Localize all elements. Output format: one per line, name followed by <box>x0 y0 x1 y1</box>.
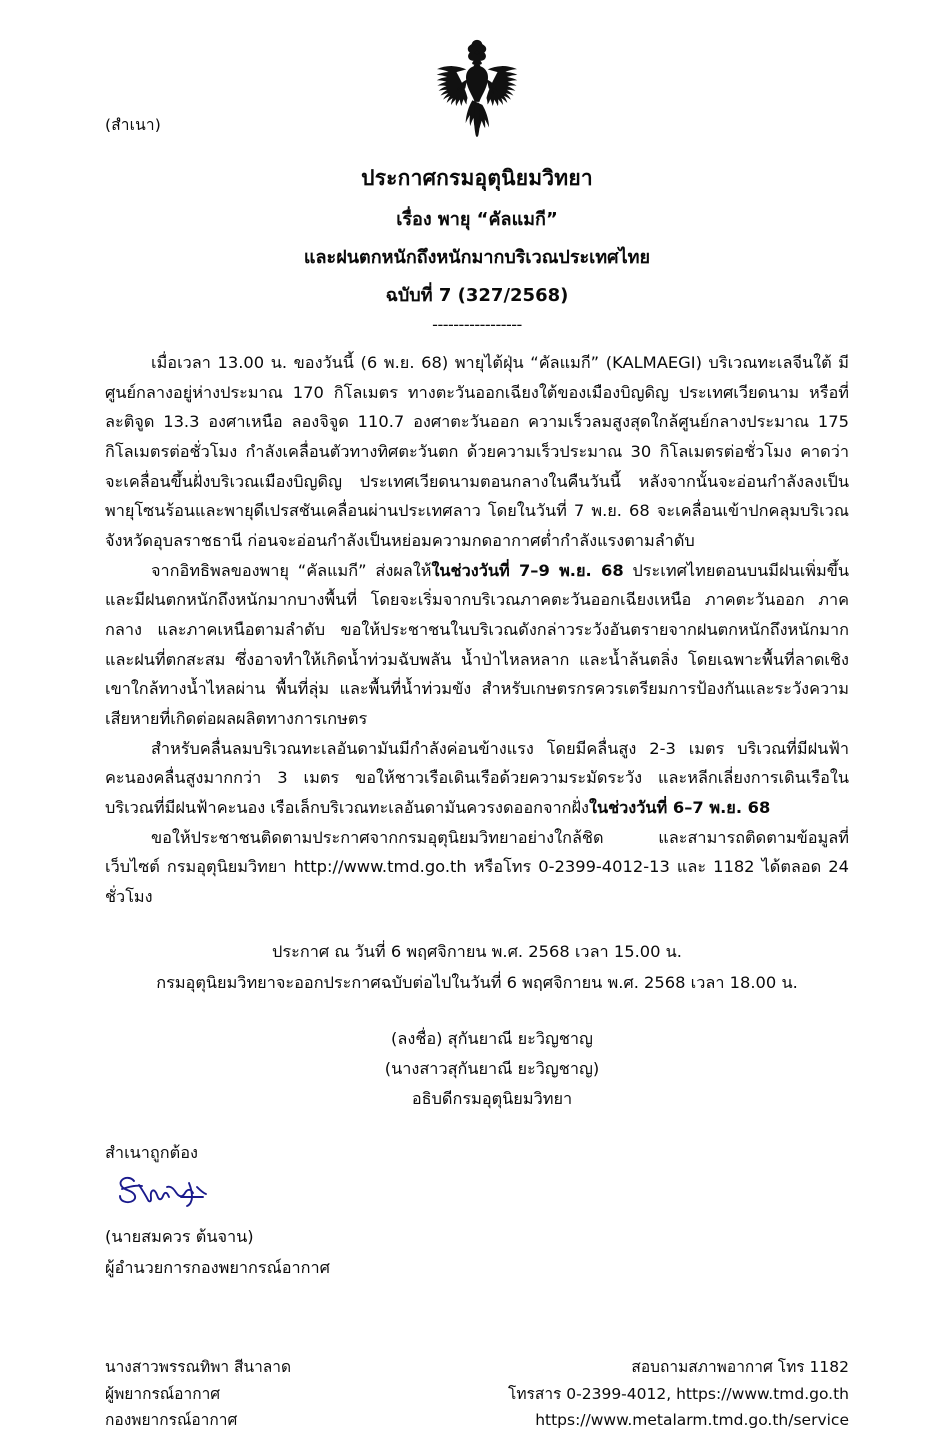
issue-date-line: ประกาศ ณ วันที่ 6 พฤศจิกายน พ.ศ. 2568 เวลา 15.00 น. <box>272 942 682 962</box>
emblem-container <box>105 38 849 144</box>
document-footer <box>105 1354 849 1434</box>
document-heading <box>105 162 849 334</box>
heading-divider: ----------------- <box>432 315 522 334</box>
footer-right-line-2: โทรสาร 0-2399-4012, https://www.tmd.go.th <box>508 1384 849 1403</box>
footer-left <box>105 1354 291 1434</box>
garuda-emblem <box>421 38 533 144</box>
paragraph-2: จากอิทธิพลของพายุ “คัลแมกี” ส่งผลให้ในช่วงวันที่ 7–9 พ.ย. 68 ประเทศไทยตอนบนมีฝนเพิ่มขึ้น และมีฝนตกหนักถึงหนักมากบางพื้นที่ โดยจะเริ่มจากบริเวณภาคตะวันออกเฉียงเหนือ ภาคตะวันออก ภาคกลาง และภาคเหนือตามลำดับ ขอให้ประชาชนในบริเวณดังกล่าวระวังอันตรายจากฝนตกหนักถึงหนักมาก และฝนที่ตกสะสม ซึ่งอาจทำให้เกิดน้ำท่วมฉับพลัน น้ำป่าไหลหลาก และน้ำล้นตลิ่ง โดยเฉพาะพื้นที่ลาดเชิงเขาใกล้ทางน้ำไหลผ่าน พื้นที่ลุ่ม และพื้นที่น้ำท่วมขัง สำหรับเกษตรกรควรเตรียมการป้องกันและระวังความเสียหายที่เกิดต่อผลผลิตทางการเกษตร <box>105 560 850 728</box>
footer-left-line-3: กองพยากรณ์อากาศ <box>105 1411 238 1430</box>
handwritten-signature <box>109 1171 229 1211</box>
next-issue-line: กรมอุตุนิยมวิทยาจะออกประกาศฉบับต่อไปในวันที่ 6 พฤศจิกายน พ.ศ. 2568 เวลา 18.00 น. <box>156 972 798 992</box>
paragraph-3: สำหรับคลื่นลมบริเวณทะเลอันดามันมีกำลังค่อนข้างแรง โดยมีคลื่นสูง 2-3 เมตร บริเวณที่มีฝนฟ้าคะนองคลื่นสูงมากกว่า 3 เมตร ขอให้ชาวเรือเดินเรือด้วยความระมัดระวัง และหลีกเลี่ยงการเดินเรือในบริเวณที่มีฝนฟ้าคะนอง เรือเล็กบริเวณทะเลอันดามันควรงดออกจากฝั่งในช่วงวันที่ 6–7 พ.ย. 68 <box>105 738 849 817</box>
footer-right-line-3: https://www.metalarm.tmd.go.th/service <box>535 1411 849 1430</box>
copy-mark: (สำเนา) <box>105 116 162 134</box>
heading-line-1: ประกาศกรมอุตุนิยมวิทยา <box>361 166 593 190</box>
signed-by-line: (ลงชื่อ) สุกันยาณี ยะวิญชาญ <box>391 1028 593 1048</box>
paragraph-1: เมื่อเวลา 13.00 น. ของวันนี้ (6 พ.ย. 68) พายุไต้ฝุ่น “คัลแมกี” (KALMAEGI) บริเวณทะเลจีนใต้ มีศูนย์กลางอยู่ห่างประมาณ 170 กิโลเมตร ทางตะวันออกเฉียงใต้ของเมืองบิญดิญ ประเทศเวียดนาม หรือที่ละติจูด 13.3 องศาเหนือ ลองจิจูด 110.7 องศาตะวันออก ความเร็วลมสูงสุดใกล้ศูนย์กลางประมาณ 175 กิโลเมตรต่อชั่วโมง กำลังเคลื่อนตัวทางทิศตะวันตก ด้วยความเร็วประมาณ 30 กิโลเมตรต่อชั่วโมง คาดว่าจะเคลื่อนขึ้นฝั่งบริเวณเมืองบิญดิญ ประเทศเวียดนามตอนกลางในคืนวันนี้ หลังจากนั้นจะอ่อนกำลังลงเป็นพายุโซนร้อนและพายุดีเปรสชันเคลื่อนผ่านประเทศลาว โดยในวันที่ 7 พ.ย. 68 จะเคลื่อนเข้าปกคลุมบริเวณจังหวัดอุบลราชธานี ก่อนจะอ่อนกำลังเป็นหย่อมความกดอากาศต่ำกำลังแรงตามลำดับ <box>105 353 849 550</box>
document-body <box>105 348 849 911</box>
certify-block <box>105 1138 849 1284</box>
footer-left-line-1: นางสาวพรรณทิพา สีนาลาด <box>105 1357 292 1376</box>
certify-label: สำเนาถูกต้อง <box>105 1143 198 1163</box>
footer-right <box>508 1354 849 1434</box>
signer-name: (นางสาวสุกันยาณี ยะวิญชาญ) <box>384 1058 600 1078</box>
footer-right-line-1: สอบถามสภาพอากาศ โทร 1182 <box>631 1357 849 1376</box>
footer-left-line-2: ผู้พยากรณ์อากาศ <box>105 1384 221 1403</box>
heading-line-3: และฝนตกหนักถึงหนักมากบริเวณประเทศไทย <box>303 247 651 268</box>
signature-block <box>105 1024 849 1114</box>
paragraph-4: ขอให้ประชาชนติดตามประกาศจากกรมอุตุนิยมวิทยาอย่างใกล้ชิด และสามารถติดตามข้อมูลที่เว็บไซต์ กรมอุตุนิยมวิทยา http://www.tmd.go.th หรือโทร 0-2399-4012-13 และ 1182 ได้ตลอด 24 ชั่วโมง <box>105 827 849 906</box>
heading-line-2: เรื่อง พายุ “คัลแมกี” <box>396 209 558 230</box>
heading-issue-number: ฉบับที่ 7 (327/2568) <box>385 285 569 306</box>
issue-block <box>105 937 849 997</box>
certifier-name: (นายสมควร ต้นจาน) <box>105 1227 254 1247</box>
signer-title: อธิบดีกรมอุตุนิยมวิทยา <box>411 1089 573 1109</box>
certifier-title: ผู้อำนวยการกองพยากรณ์อากาศ <box>105 1258 330 1278</box>
